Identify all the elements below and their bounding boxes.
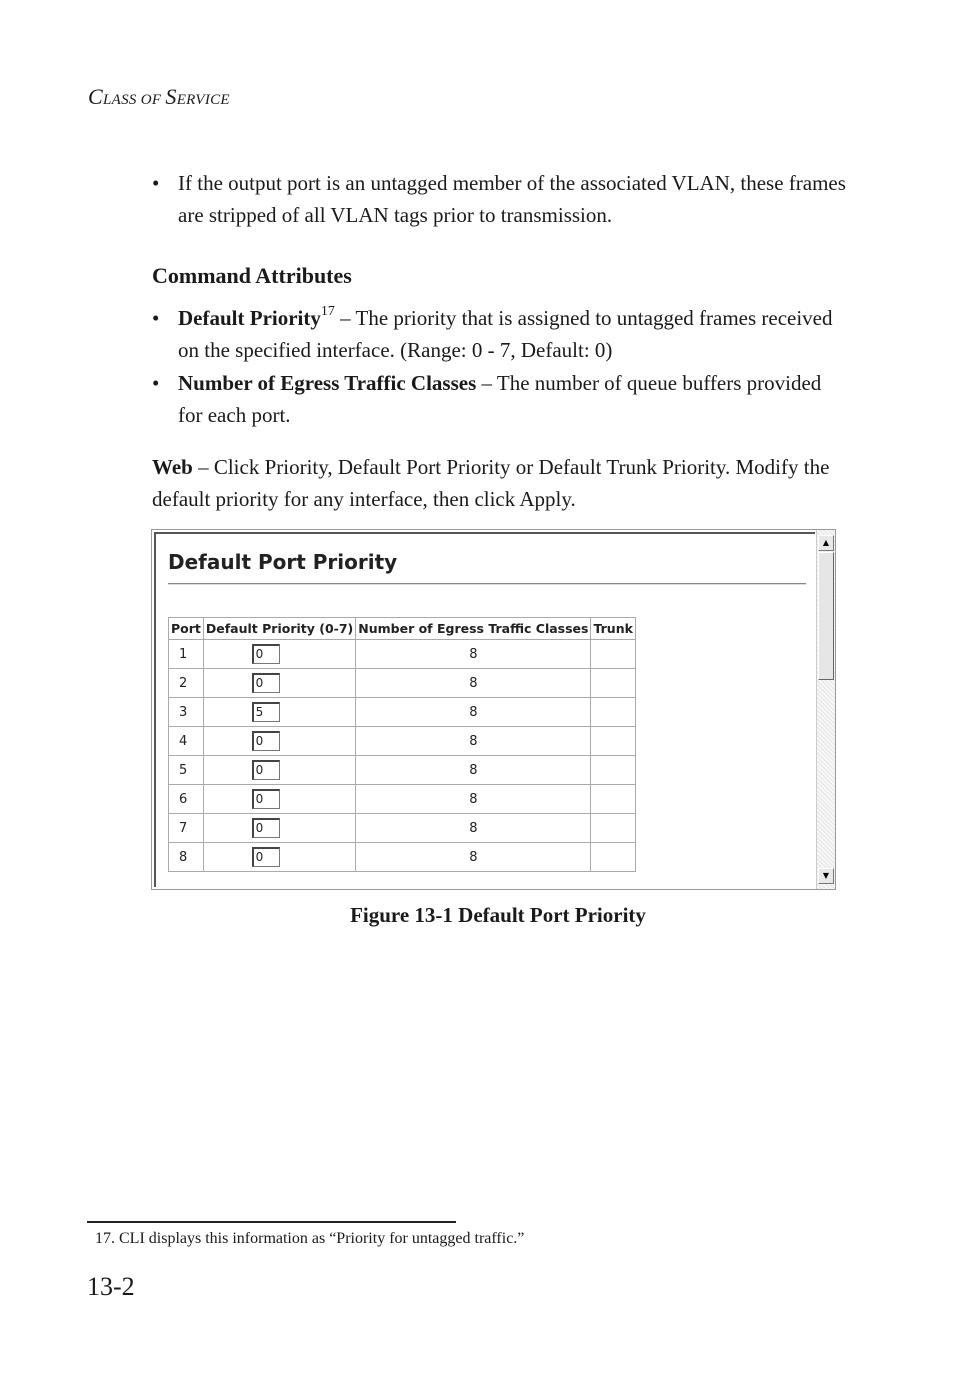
default-priority-input[interactable]: 0 xyxy=(252,644,280,664)
footnote: 17. CLI displays this information as “Priority for untagged traffic.” xyxy=(95,1230,525,1247)
port-cell: 5 xyxy=(169,756,204,785)
table-row xyxy=(169,727,636,756)
trunk-cell xyxy=(591,727,635,756)
default-priority-input[interactable]: 0 xyxy=(252,818,280,838)
scroll-up-arrow-icon[interactable]: ▲ xyxy=(818,535,834,551)
trunk-cell xyxy=(591,669,635,698)
footnote-ref: 17 xyxy=(320,304,335,319)
default-priority-input[interactable]: 0 xyxy=(252,673,280,693)
web-instruction xyxy=(152,452,852,515)
screen-title: Default Port Priority xyxy=(168,550,398,574)
trunk-cell xyxy=(591,698,635,727)
column-header-egress-classes: Number of Egress Traffic Classes xyxy=(356,618,591,640)
default-priority-input[interactable]: 0 xyxy=(252,731,280,751)
table-header-row xyxy=(169,618,636,640)
priority-cell xyxy=(203,640,355,669)
figure-caption: Figure 13-1 Default Port Priority xyxy=(350,903,646,927)
attribute-description: – The priority that is assigned to untagged frames received on the specified interface. (Range: 0 - 7, Default: 0) xyxy=(178,306,833,362)
table-row xyxy=(169,814,636,843)
bullet-dot: • xyxy=(152,171,160,195)
port-cell: 3 xyxy=(169,698,204,727)
port-cell: 2 xyxy=(169,669,204,698)
egress-classes-cell: 8 xyxy=(356,785,591,814)
egress-classes-cell: 8 xyxy=(356,814,591,843)
footnote-rule xyxy=(87,1221,456,1223)
table-row xyxy=(169,640,636,669)
priority-cell xyxy=(203,785,355,814)
web-instruction-text: – Click Priority, Default Port Priority or Default Trunk Priority. Modify the default priority for any interface, then click Apply. xyxy=(152,455,830,511)
port-cell: 4 xyxy=(169,727,204,756)
trunk-cell xyxy=(591,756,635,785)
table-row xyxy=(169,756,636,785)
egress-classes-cell: 8 xyxy=(356,669,591,698)
port-cell: 8 xyxy=(169,843,204,872)
egress-classes-cell: 8 xyxy=(356,727,591,756)
egress-classes-cell: 8 xyxy=(356,698,591,727)
table-row xyxy=(169,669,636,698)
port-cell: 7 xyxy=(169,814,204,843)
priority-cell xyxy=(203,843,355,872)
intro-bullet-text: If the output port is an untagged member of the associated VLAN, these frames are stripped of all VLAN tags prior to transmission. xyxy=(178,171,846,227)
title-divider xyxy=(168,583,806,585)
trunk-cell xyxy=(591,843,635,872)
egress-classes-cell: 8 xyxy=(356,756,591,785)
priority-cell xyxy=(203,698,355,727)
egress-classes-cell: 8 xyxy=(356,640,591,669)
running-header: CLASS OF SERVICE xyxy=(88,84,230,109)
table-row xyxy=(169,843,636,872)
trunk-cell xyxy=(591,814,635,843)
attribute-term: Default Priority xyxy=(178,306,321,330)
egress-classes-cell: 8 xyxy=(356,843,591,872)
priority-cell xyxy=(203,756,355,785)
default-priority-input[interactable]: 0 xyxy=(252,760,280,780)
column-header-default-priority: Default Priority (0-7) xyxy=(203,618,355,640)
default-port-priority-screenshot xyxy=(151,529,836,890)
bullet-dot: • xyxy=(152,371,160,395)
default-priority-input[interactable]: 0 xyxy=(252,789,280,809)
attribute-description: – The number of queue buffers provided for each port. xyxy=(178,371,822,427)
bullet-dot: • xyxy=(152,306,160,330)
scrollbar-thumb[interactable] xyxy=(818,552,834,680)
port-priority-table xyxy=(168,617,636,872)
port-cell: 6 xyxy=(169,785,204,814)
priority-cell xyxy=(203,727,355,756)
default-priority-input[interactable]: 0 xyxy=(252,847,280,867)
page-number: 13-2 xyxy=(87,1272,135,1301)
table-row xyxy=(169,698,636,727)
section-heading: Command Attributes xyxy=(152,263,352,288)
column-header-port: Port xyxy=(169,618,204,640)
web-term: Web xyxy=(152,455,193,479)
column-header-trunk: Trunk xyxy=(591,618,635,640)
table-row xyxy=(169,785,636,814)
port-cell: 1 xyxy=(169,640,204,669)
vertical-scrollbar[interactable] xyxy=(816,530,835,889)
priority-cell xyxy=(203,814,355,843)
trunk-cell xyxy=(591,640,635,669)
default-priority-input[interactable]: 5 xyxy=(252,702,280,722)
priority-cell xyxy=(203,669,355,698)
attribute-term: Number of Egress Traffic Classes xyxy=(178,371,477,395)
scroll-down-arrow-icon[interactable]: ▼ xyxy=(818,868,834,884)
trunk-cell xyxy=(591,785,635,814)
